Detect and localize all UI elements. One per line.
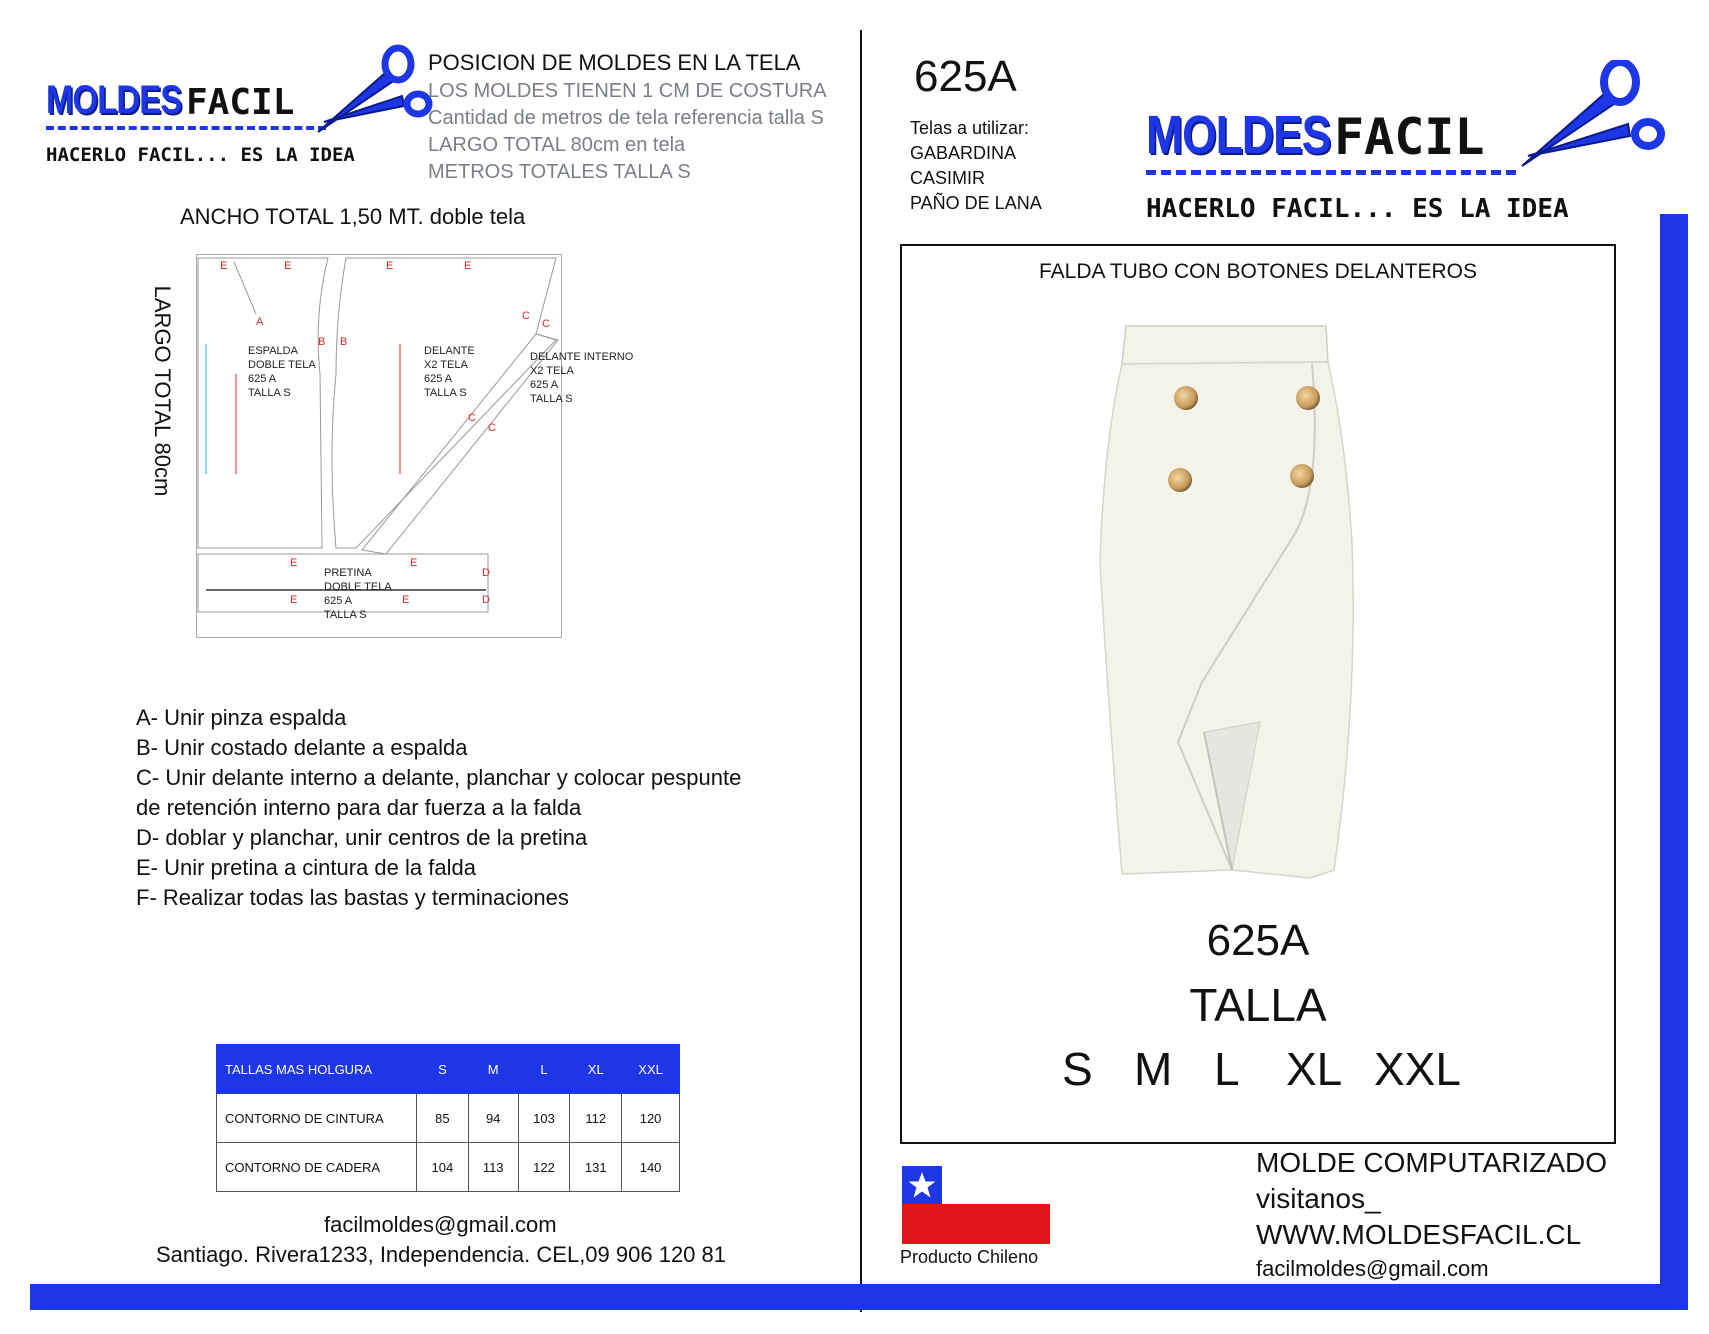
pattern-layout bbox=[196, 254, 634, 638]
table-cell: 103 bbox=[518, 1094, 570, 1143]
flag-caption: Producto Chileno bbox=[900, 1247, 1039, 1267]
logo-brand-moldes: MOLDES bbox=[1146, 105, 1331, 165]
website-link[interactable]: WWW.MOLDESFACIL.CL bbox=[1256, 1219, 1582, 1250]
piece-pretina: PRETINA DOBLE TELA 625 A TALLA S bbox=[324, 567, 392, 621]
mark-e: E bbox=[402, 594, 410, 606]
mark-b: B bbox=[340, 336, 348, 348]
mark-c: C bbox=[522, 310, 530, 322]
contact-email-right[interactable]: facilmoldes@gmail.com bbox=[1256, 1256, 1489, 1281]
piece-delante: DELANTE X2 TELA 625 A TALLA S bbox=[424, 345, 475, 399]
contact-address: Santiago. Rivera1233, Independencia. CEL,09 906 120 81 bbox=[156, 1242, 726, 1267]
mark-c: C bbox=[542, 318, 550, 330]
logo-dash-line bbox=[46, 126, 326, 130]
button-icon bbox=[1296, 386, 1320, 410]
instruction-f: F- Realizar todas las bastas y terminaciones bbox=[136, 885, 569, 910]
mark-e: E bbox=[290, 594, 298, 606]
size-table-header-cell: M bbox=[468, 1045, 518, 1094]
table-cell: 131 bbox=[570, 1143, 622, 1192]
table-cell: 104 bbox=[417, 1143, 469, 1192]
table-cell: 140 bbox=[622, 1143, 680, 1192]
flag-red-band bbox=[902, 1204, 1050, 1244]
table-cell: CONTORNO DE CINTURA bbox=[217, 1094, 417, 1143]
layout-title: POSICION DE MOLDES EN LA TELA bbox=[428, 50, 801, 75]
model-code: 625A bbox=[914, 52, 1017, 101]
logo-slogan: HACERLO FACIL... ES LA IDEA bbox=[1146, 194, 1569, 224]
table-cell: 94 bbox=[468, 1094, 518, 1143]
table-cell: 112 bbox=[570, 1094, 622, 1143]
size-option: M bbox=[1134, 1043, 1173, 1095]
mark-d: D bbox=[482, 594, 490, 606]
mark-e: E bbox=[464, 260, 472, 272]
size-option: XL bbox=[1286, 1043, 1343, 1095]
size-option: L bbox=[1214, 1043, 1240, 1095]
size-option: S bbox=[1062, 1043, 1093, 1095]
product-title: FALDA TUBO CON BOTONES DELANTEROS bbox=[1039, 260, 1477, 283]
flag-white-band bbox=[942, 1166, 1050, 1204]
blue-side-bar bbox=[1660, 214, 1688, 1310]
button-icon bbox=[1168, 468, 1192, 492]
star-icon bbox=[908, 1171, 936, 1199]
fabric-item: GABARDINA bbox=[910, 143, 1017, 163]
table-cell: 85 bbox=[417, 1094, 469, 1143]
size-table-header-cell: XXL bbox=[622, 1045, 680, 1094]
mark-c: C bbox=[488, 422, 496, 434]
mark-e: E bbox=[386, 260, 394, 272]
logo-brand-moldes: MOLDES bbox=[46, 78, 182, 122]
product-box bbox=[900, 244, 1616, 1144]
fabric-item: CASIMIR bbox=[910, 168, 986, 188]
length-label: LARGO TOTAL 80cm bbox=[150, 285, 175, 497]
size-table-header bbox=[217, 1045, 680, 1094]
table-cell: 113 bbox=[468, 1143, 518, 1192]
button-icon bbox=[1174, 386, 1198, 410]
note-length: LARGO TOTAL 80cm en tela bbox=[428, 134, 686, 156]
mark-e: E bbox=[290, 557, 298, 569]
scissors-icon bbox=[314, 44, 434, 144]
logo-brand-facil: FACIL bbox=[1334, 108, 1485, 166]
fabric-item: PAÑO DE LANA bbox=[910, 193, 1042, 213]
note-seam: LOS MOLDES TIENEN 1 CM DE COSTURA bbox=[428, 80, 827, 102]
computerized-label: MOLDE COMPUTARIZADO bbox=[1256, 1147, 1608, 1178]
logo-right bbox=[1146, 104, 1666, 234]
size-table-header-cell: L bbox=[518, 1045, 570, 1094]
table-cell: CONTORNO DE CADERA bbox=[217, 1143, 417, 1192]
mark-d: D bbox=[482, 567, 490, 579]
instruction-d: D- doblar y planchar, unir centros de la pretina bbox=[136, 825, 588, 850]
instruction-a: A- Unir pinza espalda bbox=[136, 705, 347, 730]
fabrics-title: Telas a utilizar: bbox=[910, 118, 1030, 138]
size-option: XXL bbox=[1374, 1043, 1461, 1095]
size-table bbox=[216, 1044, 680, 1192]
table-cell: 122 bbox=[518, 1143, 570, 1192]
table-row bbox=[217, 1094, 680, 1143]
instruction-e: E- Unir pretina a cintura de la falda bbox=[136, 855, 476, 880]
scissors-icon bbox=[1516, 60, 1666, 180]
width-label: ANCHO TOTAL 1,50 MT. doble tela bbox=[180, 204, 526, 229]
contact-email-left: facilmoldes@gmail.com bbox=[324, 1212, 557, 1237]
instruction-b: B- Unir costado delante a espalda bbox=[136, 735, 468, 760]
size-list bbox=[1062, 1042, 1482, 1098]
size-table-header-cell: XL bbox=[570, 1045, 622, 1094]
logo-dash-line bbox=[1146, 170, 1516, 175]
mark-e: E bbox=[284, 260, 292, 272]
blue-bottom-bar bbox=[30, 1284, 1688, 1310]
instruction-c: C- Unir delante interno a delante, planchar y colocar pespunte bbox=[136, 765, 742, 790]
mark-e: E bbox=[410, 557, 418, 569]
piece-delante-interno: DELANTE INTERNO X2 TELA 625 A TALLA S bbox=[530, 351, 634, 405]
button-icon bbox=[1290, 464, 1314, 488]
mark-a: A bbox=[256, 316, 264, 328]
instruction-c-cont: de retención interno para dar fuerza a la falda bbox=[136, 795, 582, 820]
size-table-header-cell: S bbox=[417, 1045, 469, 1094]
page-divider bbox=[860, 30, 862, 1312]
table-row bbox=[217, 1143, 680, 1192]
size-table-header-cell: TALLAS MAS HOLGURA bbox=[217, 1045, 417, 1094]
big-model-code: 625A bbox=[1206, 916, 1310, 965]
logo-left bbox=[46, 70, 436, 170]
chile-flag bbox=[902, 1166, 1050, 1244]
piece-espalda: ESPALDA DOBLE TELA 625 A TALLA S bbox=[248, 345, 316, 399]
note-reference: Cantidad de metros de tela referencia talla S bbox=[428, 107, 824, 129]
instructions-list bbox=[136, 703, 741, 913]
skirt-illustration bbox=[1082, 322, 1362, 882]
mark-c: C bbox=[468, 412, 476, 424]
note-total: METROS TOTALES TALLA S bbox=[428, 161, 691, 183]
mark-e: E bbox=[220, 260, 228, 272]
mark-b: B bbox=[318, 336, 326, 348]
logo-brand-facil: FACIL bbox=[186, 82, 295, 123]
visit-label: visitanos_ bbox=[1256, 1183, 1381, 1214]
logo-slogan: HACERLO FACIL... ES LA IDEA bbox=[46, 144, 355, 166]
table-cell: 120 bbox=[622, 1094, 680, 1143]
talla-label: TALLA bbox=[1189, 979, 1327, 1031]
